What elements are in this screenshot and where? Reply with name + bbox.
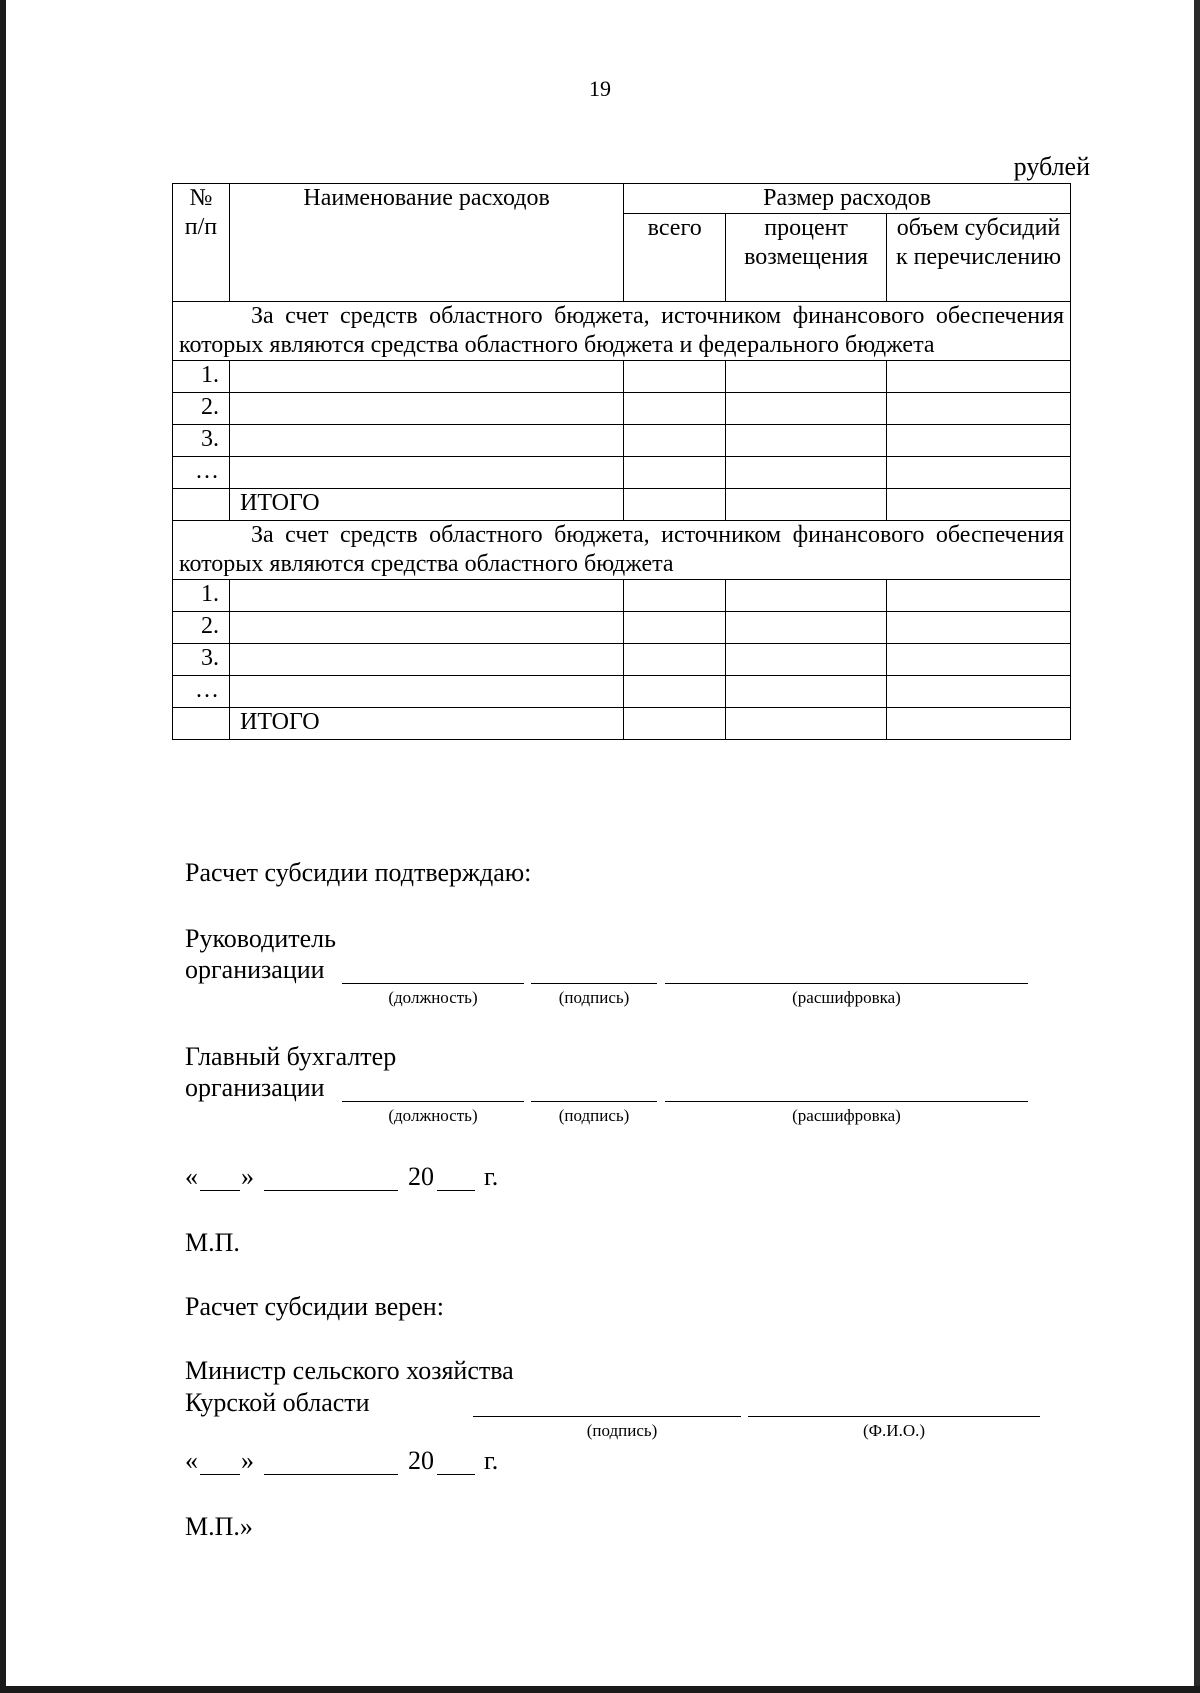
row-number: 1. <box>173 580 230 612</box>
col-name-header: Наименование расходов <box>229 184 623 302</box>
cell-volume <box>887 393 1071 425</box>
date-day-line[interactable] <box>200 1190 240 1191</box>
date-year-prefix: 20 <box>408 1162 434 1191</box>
caption-signature: (подпись) <box>558 1106 630 1125</box>
cell-total <box>624 489 726 521</box>
section-title: За счет средств областного бюджета, источником финансового обеспечения которых являются средства областного бюджета и федерального бюджета <box>173 302 1071 361</box>
row-number: 3. <box>173 425 230 457</box>
cell-total <box>624 425 726 457</box>
date-month-line[interactable] <box>264 1190 398 1191</box>
caption-position: (должность) <box>388 988 478 1007</box>
cell-name <box>229 676 623 708</box>
confirm-heading: Расчет субсидии подтверждаю: <box>185 858 532 887</box>
cell-percent <box>726 644 887 676</box>
caption-signature: (подпись) <box>558 988 630 1007</box>
date-year-line[interactable] <box>437 1190 475 1191</box>
cell-volume <box>887 425 1071 457</box>
cell-total <box>624 361 726 393</box>
minister-title-line2: Курской области <box>185 1388 370 1417</box>
caption-decode: (расшифровка) <box>792 1106 901 1125</box>
table-row <box>173 644 1071 676</box>
head-signature-line[interactable] <box>531 983 657 984</box>
row-number: 2. <box>173 393 230 425</box>
cell-total <box>624 708 726 740</box>
scan-edge-left <box>0 0 6 1693</box>
cell-volume <box>887 612 1071 644</box>
col-volume-header: объем субсидий к перечислению <box>887 214 1071 302</box>
date-open-quote: « <box>185 1162 198 1191</box>
table-row <box>173 393 1071 425</box>
table-row <box>173 676 1071 708</box>
caption-fio: (Ф.И.О.) <box>862 1421 926 1440</box>
scan-edge-bottom <box>0 1686 1200 1693</box>
head-position-line[interactable] <box>342 983 524 984</box>
total-row <box>173 708 1071 740</box>
accountant-title-line1: Главный бухгалтер <box>185 1042 397 1071</box>
total-row <box>173 489 1071 521</box>
expenses-table <box>172 183 1071 740</box>
cell-total <box>624 644 726 676</box>
row-number: 3. <box>173 644 230 676</box>
col-percent-header: процент возмещения <box>726 214 887 302</box>
cell-name <box>229 612 623 644</box>
date-suffix: г. <box>484 1446 499 1475</box>
row-number: 2. <box>173 612 230 644</box>
date-year-prefix: 20 <box>408 1446 434 1475</box>
caption-signature: (подпись) <box>586 1421 658 1440</box>
cell-volume <box>887 361 1071 393</box>
cell-total <box>624 457 726 489</box>
scan-edge-right <box>1194 0 1200 1693</box>
cell-name <box>229 393 623 425</box>
table-row <box>173 361 1071 393</box>
accountant-position-line[interactable] <box>342 1101 524 1102</box>
cell-percent <box>726 612 887 644</box>
verify-heading: Расчет субсидии верен: <box>185 1292 444 1321</box>
cell-total <box>624 580 726 612</box>
date-open-quote: « <box>185 1446 198 1475</box>
row-number <box>173 708 230 740</box>
stamp-label: М.П.» <box>185 1512 253 1541</box>
table-row <box>173 425 1071 457</box>
date-month-line[interactable] <box>264 1474 398 1475</box>
cell-volume <box>887 489 1071 521</box>
date-day-line[interactable] <box>200 1474 240 1475</box>
cell-percent <box>726 393 887 425</box>
cell-volume <box>887 676 1071 708</box>
cell-name <box>229 457 623 489</box>
cell-percent <box>726 425 887 457</box>
col-group-header: Размер расходов <box>624 184 1071 214</box>
head-decode-line[interactable] <box>665 983 1028 984</box>
date-close-quote: » <box>241 1446 254 1475</box>
row-number: … <box>173 676 230 708</box>
cell-volume <box>887 708 1071 740</box>
col-num-header: № п/п <box>173 184 230 302</box>
cell-percent <box>726 457 887 489</box>
accountant-signature-line[interactable] <box>531 1101 657 1102</box>
cell-percent <box>726 580 887 612</box>
date-suffix: г. <box>484 1162 499 1191</box>
total-label: ИТОГО <box>229 489 623 521</box>
cell-percent <box>726 361 887 393</box>
page-number: 19 <box>589 76 611 101</box>
table-row <box>173 612 1071 644</box>
cell-name <box>229 580 623 612</box>
total-label: ИТОГО <box>229 708 623 740</box>
minister-signature-line[interactable] <box>473 1416 741 1417</box>
table-row <box>173 580 1071 612</box>
minister-fio-line[interactable] <box>748 1416 1040 1417</box>
row-number: 1. <box>173 361 230 393</box>
row-number: … <box>173 457 230 489</box>
accountant-title-line2: организации <box>185 1073 325 1102</box>
section-title: За счет средств областного бюджета, источником финансового обеспечения которых являются средства областного бюджета <box>173 521 1071 580</box>
cell-volume <box>887 580 1071 612</box>
head-title-line1: Руководитель <box>185 924 336 953</box>
date-close-quote: » <box>241 1162 254 1191</box>
row-number <box>173 489 230 521</box>
head-title-line2: организации <box>185 955 325 984</box>
cell-percent <box>726 708 887 740</box>
caption-decode: (расшифровка) <box>792 988 901 1007</box>
cell-total <box>624 676 726 708</box>
cell-name <box>229 425 623 457</box>
cell-name <box>229 361 623 393</box>
caption-position: (должность) <box>388 1106 478 1125</box>
cell-volume <box>887 644 1071 676</box>
cell-percent <box>726 489 887 521</box>
date-year-line[interactable] <box>437 1474 475 1475</box>
cell-total <box>624 612 726 644</box>
table-row <box>173 457 1071 489</box>
cell-volume <box>887 457 1071 489</box>
col-total-header: всего <box>624 214 726 302</box>
accountant-decode-line[interactable] <box>665 1101 1028 1102</box>
cell-name <box>229 644 623 676</box>
minister-title-line1: Министр сельского хозяйства <box>185 1356 514 1385</box>
unit-label: рублей <box>1013 152 1090 181</box>
cell-percent <box>726 676 887 708</box>
stamp-label: М.П. <box>185 1228 240 1257</box>
cell-total <box>624 393 726 425</box>
